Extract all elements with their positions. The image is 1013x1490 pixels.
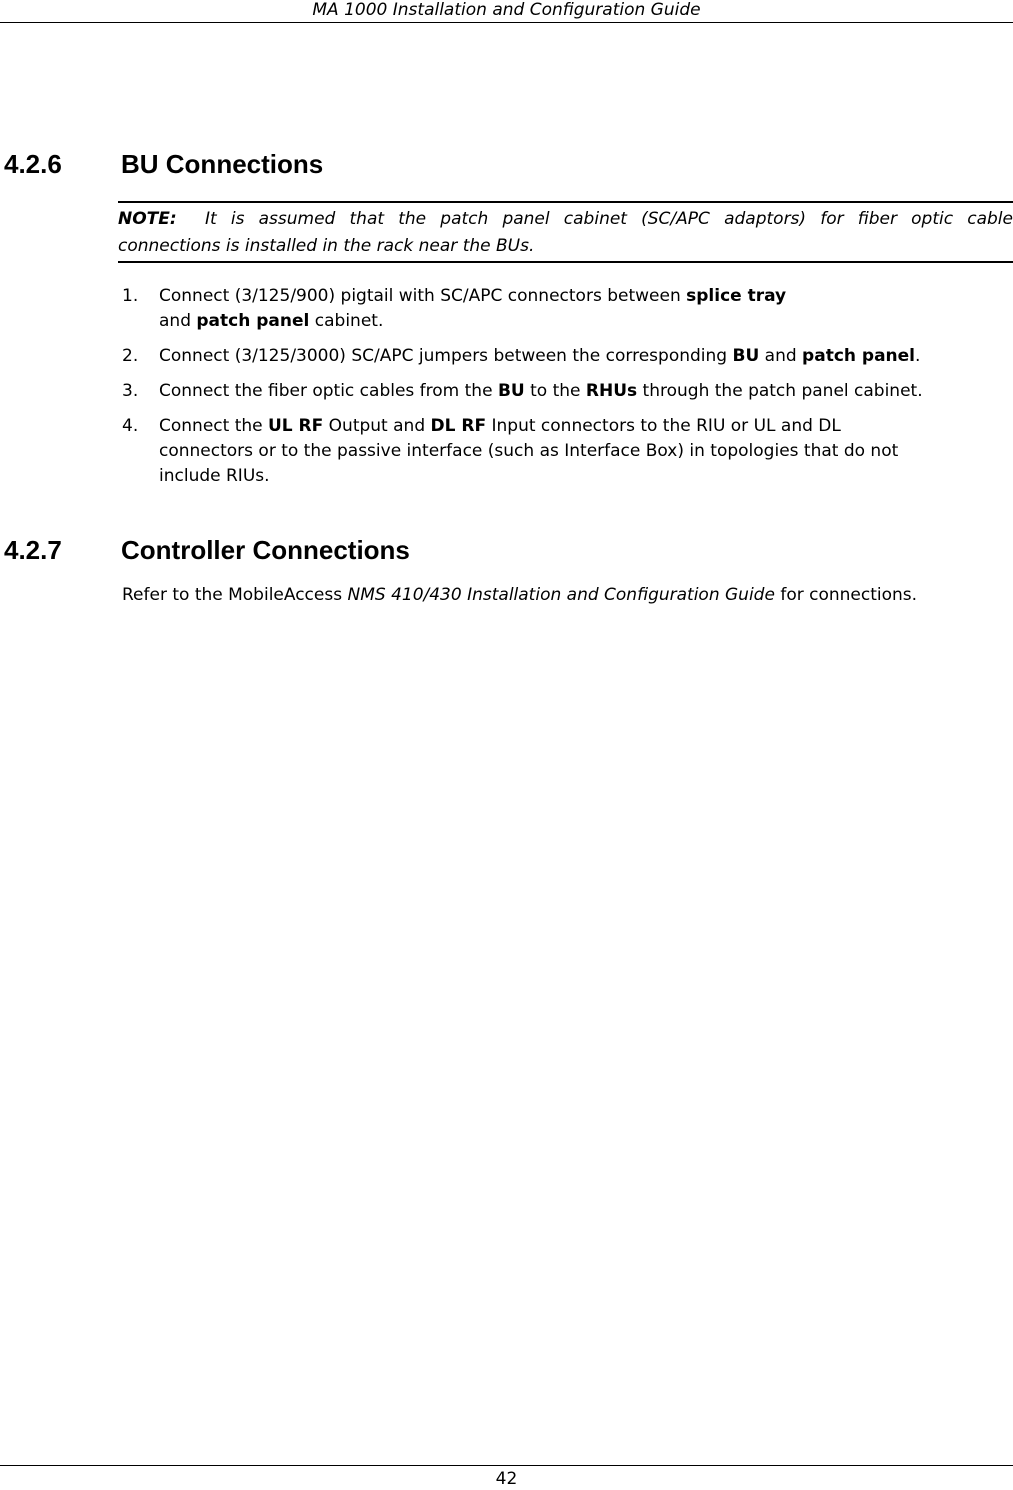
section-number: 4.2.6: [4, 149, 62, 179]
footer-rule: [0, 1465, 1013, 1466]
section-heading-bu-connections: [4, 149, 323, 179]
note-label: NOTE:: [118, 209, 177, 229]
list-item: [122, 414, 1002, 489]
step-text: Connect (3/125/900) pigtail with SC/APC connectors between splice tray and patch panel cabinet.: [159, 286, 787, 331]
section-number: 4.2.7: [4, 535, 62, 565]
note-line-2: connections is installed in the rack near the BUs.: [118, 236, 535, 256]
list-item: [122, 379, 1002, 404]
section-title: BU Connections: [121, 149, 324, 179]
section-heading-controller-connections: [4, 535, 410, 565]
note-box: [118, 201, 1013, 263]
step-number: 1.: [122, 286, 139, 306]
steps-list: [122, 284, 1002, 499]
step-text: Connect (3/125/3000) SC/APC jumpers between the corresponding BU and patch panel.: [159, 346, 921, 366]
step-number: 2.: [122, 346, 139, 366]
step-text: Connect the UL RF Output and DL RF Input connectors to the RIU or UL and DL connectors or to the passive interface (such as Interface Box) in topologies that do not include RIUs.: [159, 416, 899, 486]
page-number: 42: [495, 1469, 518, 1489]
running-header: MA 1000 Installation and Configuration Guide: [0, 0, 1013, 23]
reference-paragraph: Refer to the MobileAccess NMS 410/430 Installation and Configuration Guide for connections.: [122, 585, 918, 605]
note-line-1: [118, 206, 1013, 233]
referenced-document-title: NMS 410/430 Installation and Configuration Guide: [347, 585, 775, 605]
step-text: Connect the fiber optic cables from the BU to the RHUs through the patch panel cabinet.: [159, 381, 923, 401]
section-title: Controller Connections: [121, 535, 410, 565]
step-number: 4.: [122, 416, 139, 436]
list-item: [122, 284, 1002, 334]
list-item: [122, 344, 1002, 369]
step-number: 3.: [122, 381, 139, 401]
note-text-1: It is assumed that the patch panel cabinet (SC/APC adaptors) for fiber optic cable: [205, 209, 1013, 229]
